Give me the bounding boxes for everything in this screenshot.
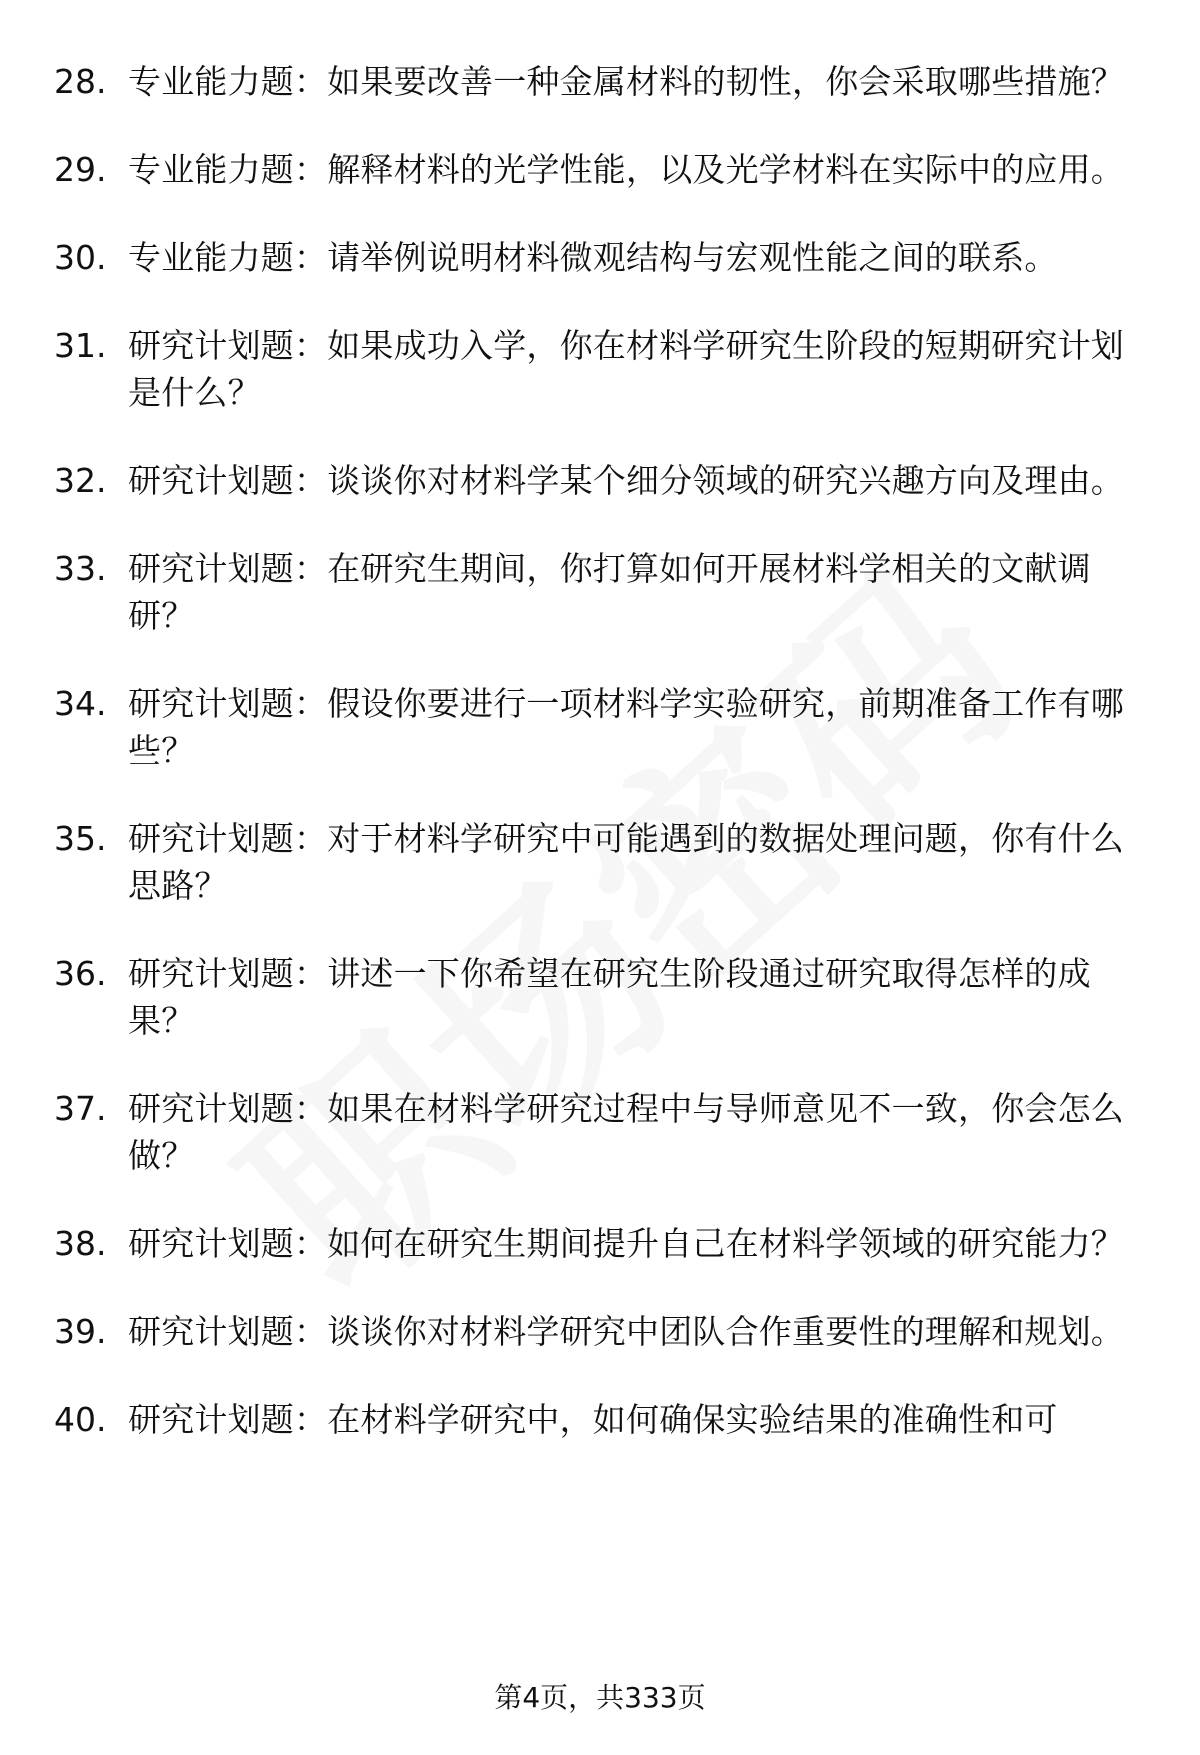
list-item bbox=[54, 1308, 1144, 1355]
list-item bbox=[54, 322, 1144, 416]
item-number: 38. bbox=[54, 1224, 107, 1263]
item-number: 33. bbox=[54, 549, 107, 588]
list-item bbox=[54, 58, 1144, 105]
item-number: 37. bbox=[54, 1089, 107, 1128]
question-list bbox=[54, 58, 1144, 1484]
item-text: 研究计划题：谈谈你对材料学研究中团队合作重要性的理解和规划。 bbox=[128, 1312, 1124, 1351]
item-number: 30. bbox=[54, 238, 107, 277]
item-text: 研究计划题：在研究生期间，你打算如何开展材料学相关的文献调研？ bbox=[128, 549, 1091, 635]
item-text: 专业能力题：请举例说明材料微观结构与宏观性能之间的联系。 bbox=[128, 238, 1058, 277]
list-item bbox=[54, 545, 1144, 639]
list-item bbox=[54, 680, 1144, 774]
item-text: 研究计划题：对于材料学研究中可能遇到的数据处理问题，你有什么思路？ bbox=[128, 819, 1124, 905]
item-number: 39. bbox=[54, 1312, 107, 1351]
item-number: 28. bbox=[54, 62, 107, 101]
item-number: 35. bbox=[54, 819, 107, 858]
item-number: 29. bbox=[54, 150, 107, 189]
item-text: 研究计划题：在材料学研究中，如何确保实验结果的准确性和可 bbox=[128, 1400, 1058, 1439]
item-number: 31. bbox=[54, 326, 107, 365]
item-text: 研究计划题：假设你要进行一项材料学实验研究，前期准备工作有哪些？ bbox=[128, 684, 1124, 770]
item-text: 研究计划题：谈谈你对材料学某个细分领域的研究兴趣方向及理由。 bbox=[128, 461, 1124, 500]
list-item bbox=[54, 1085, 1144, 1179]
list-item bbox=[54, 1220, 1144, 1267]
list-item bbox=[54, 950, 1144, 1044]
item-text: 专业能力题：如果要改善一种金属材料的韧性，你会采取哪些措施？ bbox=[128, 62, 1124, 101]
item-text: 研究计划题：如果在材料学研究过程中与导师意见不一致，你会怎么做？ bbox=[128, 1089, 1124, 1175]
item-text: 研究计划题：如何在研究生期间提升自己在材料学领域的研究能力？ bbox=[128, 1224, 1124, 1263]
item-text: 专业能力题：解释材料的光学性能，以及光学材料在实际中的应用。 bbox=[128, 150, 1124, 189]
list-item bbox=[54, 815, 1144, 909]
item-text: 研究计划题：讲述一下你希望在研究生阶段通过研究取得怎样的成果？ bbox=[128, 954, 1091, 1040]
list-item bbox=[54, 146, 1144, 193]
item-number: 34. bbox=[54, 684, 107, 723]
item-number: 32. bbox=[54, 461, 107, 500]
list-item bbox=[54, 1396, 1144, 1443]
list-item bbox=[54, 234, 1144, 281]
item-text: 研究计划题：如果成功入学，你在材料学研究生阶段的短期研究计划是什么？ bbox=[128, 326, 1124, 412]
item-number: 40. bbox=[54, 1400, 107, 1439]
list-item bbox=[54, 457, 1144, 504]
item-number: 36. bbox=[54, 954, 107, 993]
page-footer: 第4页，共333页 bbox=[494, 1681, 706, 1714]
